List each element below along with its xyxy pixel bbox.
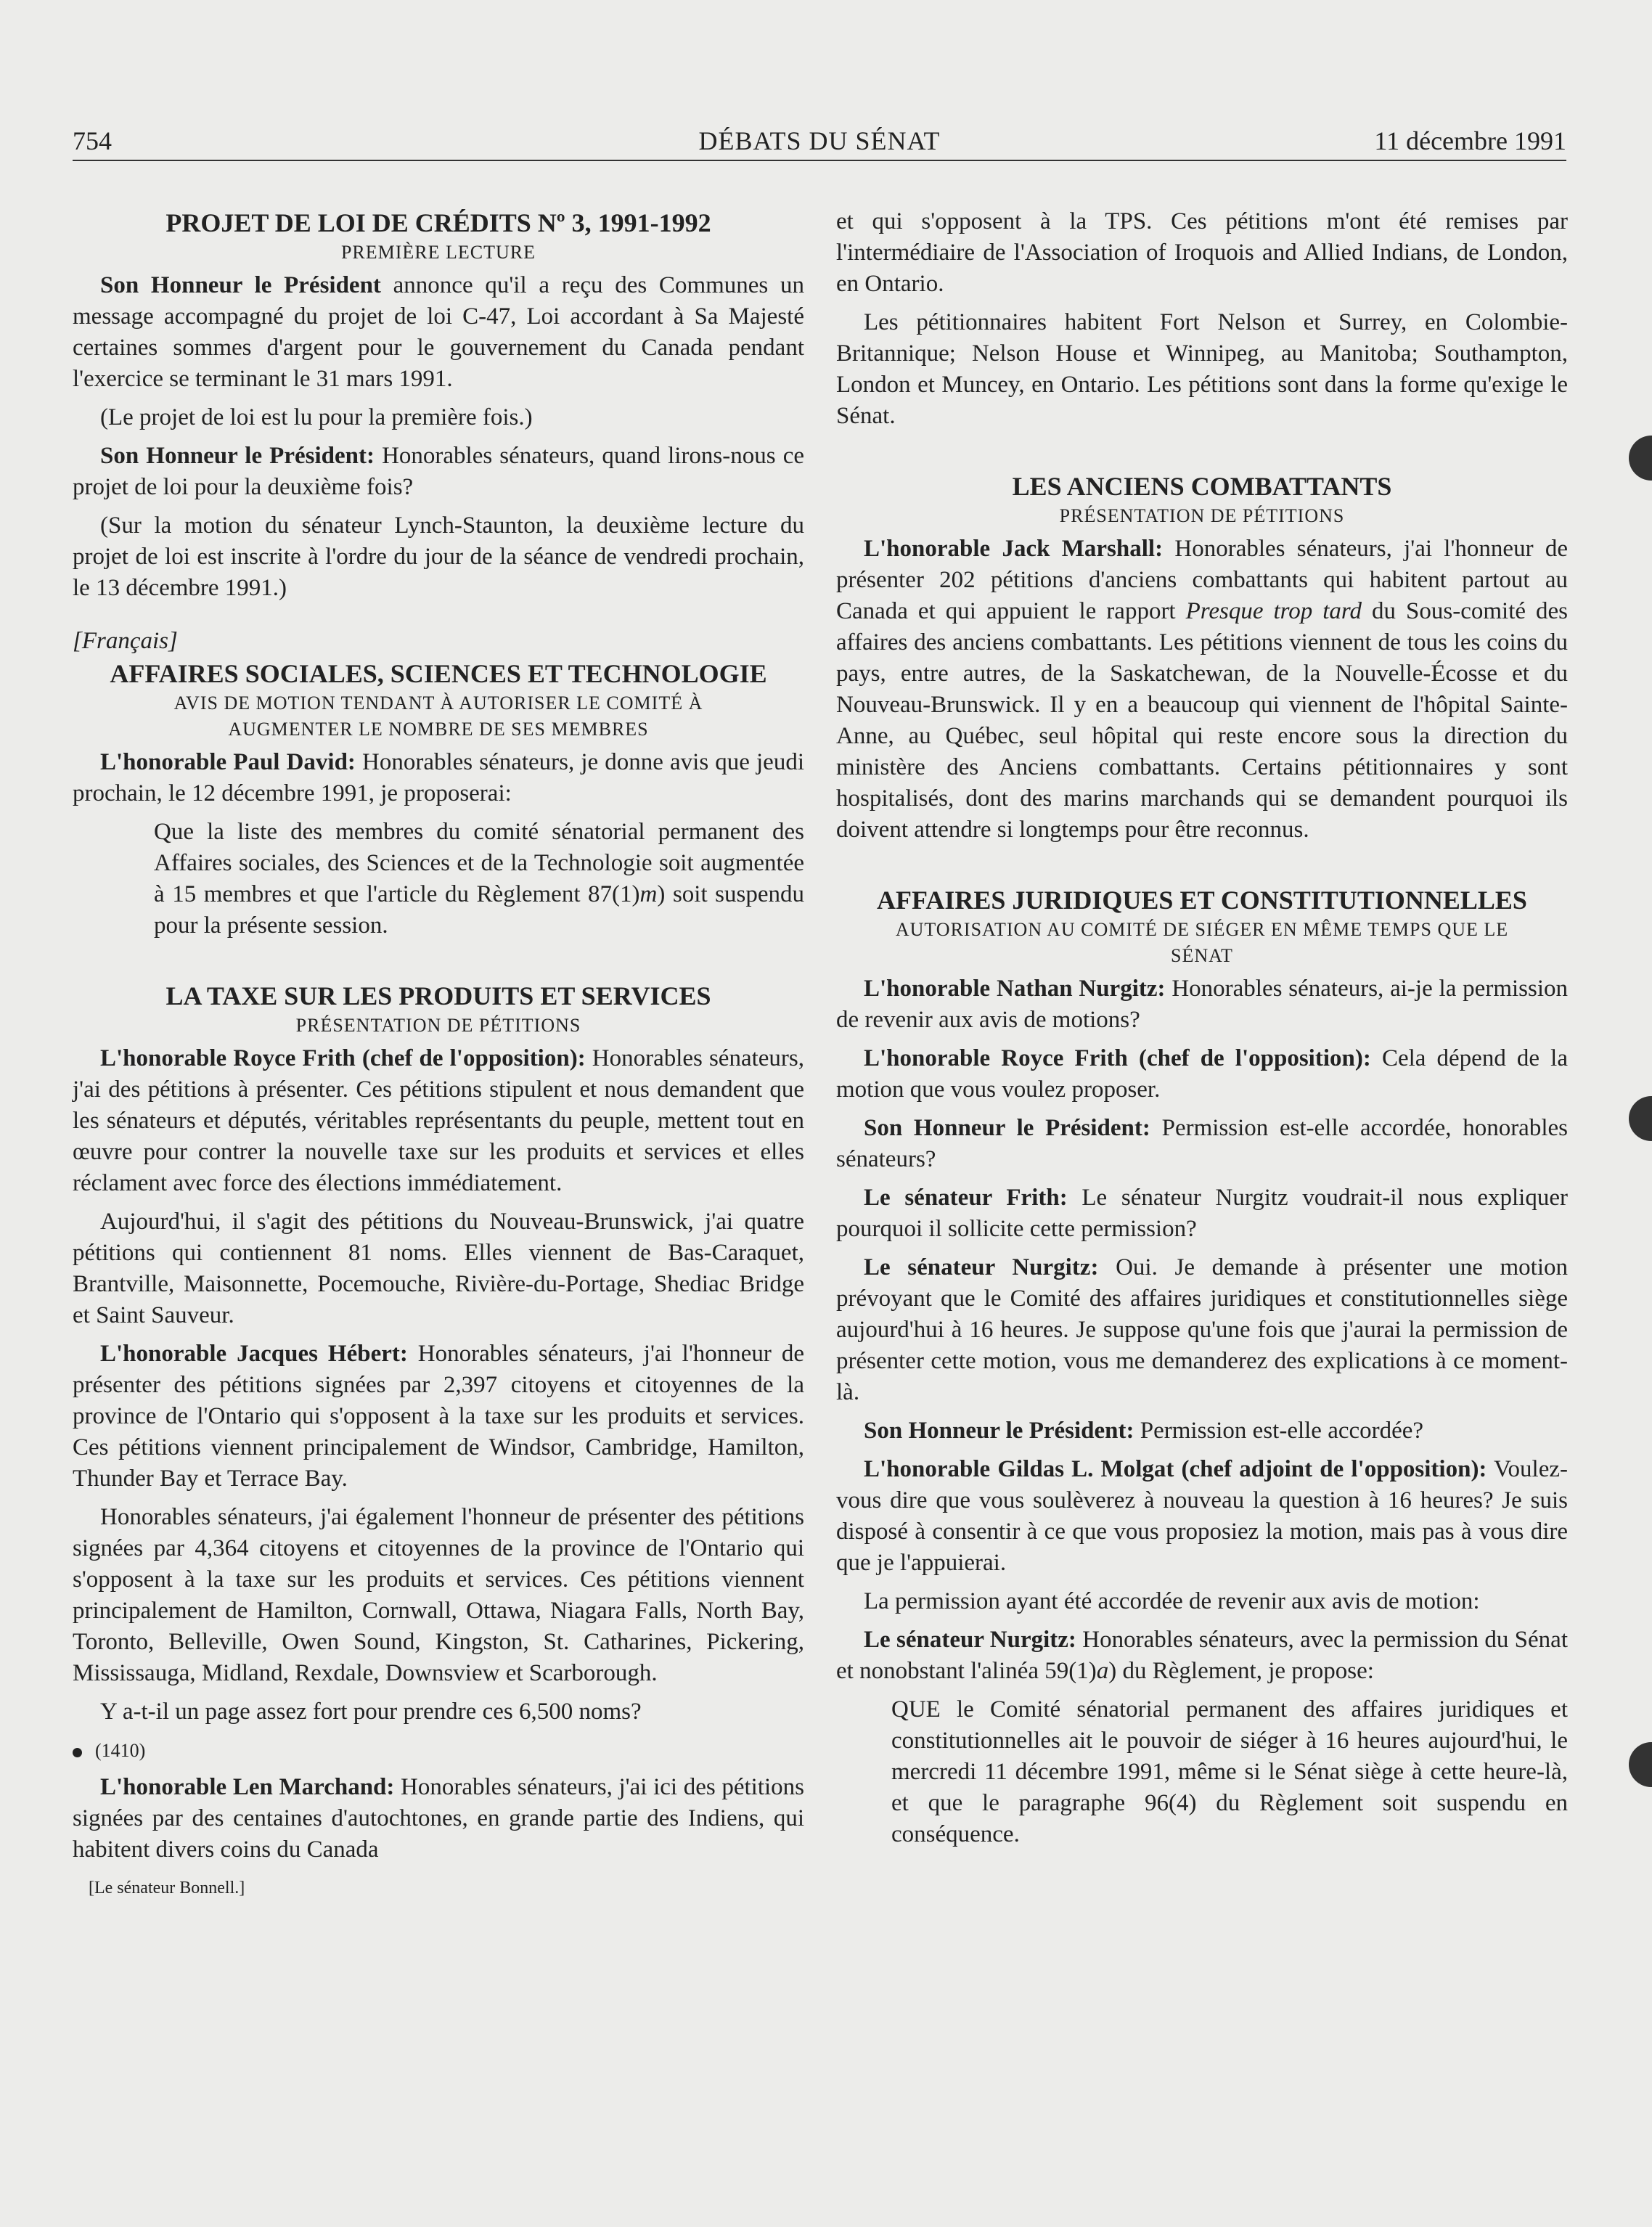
section-subtitle: AVIS DE MOTION TENDANT À AUTORISER LE COMITÉ À (173, 692, 703, 714)
language-marker: [Français] (73, 628, 178, 654)
paragraph: Son Honneur le Président: Permission est-elle accordée, honorables sénateurs? (836, 1115, 1568, 1172)
time-marker: (1410) (73, 1735, 804, 1766)
speech-text: Honorables sénateurs, j'ai des pétitions à présenter. Ces pétitions stipulent et nous demandent que les sénateurs et députés, véritables représentants du peuple, mettent tout en œuvre pour contrer la nouvelle taxe sur les produits et services et elles réclament avec force des élections immédiatement. (73, 1045, 804, 1196)
speaker-name: L'honorable Len Marchand: (100, 1774, 395, 1800)
section-title-anciens-combattants: LES ANCIENS COMBATTANTS (1012, 472, 1392, 501)
paragraph: L'honorable Gildas L. Molgat (chef adjoint de l'opposition): Voulez-vous dire que vous soulèverez à nouveau la question à 16 heures? Je suis disposé à consentir à ce que vous proposiez la motion, mais pas à vous dire que je l'appuierai. (836, 1456, 1568, 1576)
speaker-name: Le sénateur Nurgitz: (864, 1254, 1099, 1280)
paragraph: L'honorable Jack Marshall: Honorables sénateurs, j'ai l'honneur de présenter 202 pétitions d'anciens combattants qui habitent partout au Canada et qui appuient le rapport Presque trop tard du Sous-comité des affaires des anciens combattants. Les pétitions viennent de tous les coins du pays, entre autres, de la Saskatchewan, de la Nouvelle-Écosse et du Nouveau-Brunswick. Il y en a beaucoup qui viennent de l'hôpital Sainte-Anne, au Québec, seul hôpital qui reste encore sous la direction du ministère des Anciens combattants. Certains pétitionnaires y sont hospitalisés, dont des marins marchands qui se demandent pourquoi ils doivent attendre si longtemps pour être reconnus. (836, 536, 1568, 843)
paragraph: Les pétitionnaires habitent Fort Nelson et Surrey, en Colombie-Britannique; Nelson House et Winnipeg, au Manitoba; Southampton, London et Muncey, en Ontario. Les pétitions sont dans la forme qu'exige le Sénat. (836, 309, 1568, 429)
page-number: 754 (73, 126, 112, 155)
paragraph: (Le projet de loi est lu pour la première fois.) (100, 404, 533, 430)
paragraph: Son Honneur le Président: Permission est-elle accordée? (864, 1418, 1424, 1444)
paragraph: L'honorable Nathan Nurgitz: Honorables sénateurs, ai-je la permission de revenir aux avis de motions? (836, 976, 1569, 1033)
paragraph (73, 1043, 804, 1199)
speaker-name: Son Honneur le Président: (864, 1418, 1134, 1444)
speaker-name: Son Honneur le Président: (100, 443, 375, 469)
section-title-tps: LA TAXE SUR LES PRODUITS ET SERVICES (165, 981, 711, 1010)
section-subtitle: AUTORISATION AU COMITÉ DE SIÉGER EN MÊME TEMPS QUE LE (895, 919, 1509, 940)
paragraph: Le sénateur Nurgitz: Oui. Je demande à présenter une motion prévoyant que le Comité des affaires juridiques et constitutionnelles siège aujourd'hui à 16 heures. Je suppose qu'une fois que j'aurai la permission de présenter cette motion, vous me demanderez des explications à ce moment-là. (836, 1254, 1569, 1405)
speaker-name: L'honorable Paul David: (100, 749, 356, 775)
speaker-name: Son Honneur le Président: (864, 1115, 1150, 1141)
footnote: [Le sénateur Bonnell.] (89, 1879, 245, 1897)
paragraph (73, 441, 804, 503)
binder-hole-icon (1629, 436, 1652, 481)
paragraph: Le sénateur Frith: Le sénateur Nurgitz voudrait-il nous expliquer pourquoi il sollicite cette permission? (836, 1185, 1568, 1242)
section-subtitle: PRÉSENTATION DE PÉTITIONS (295, 1015, 581, 1036)
speech-text: Honorables sénateurs, j'ai ici des pétitions signées par des centaines d'autochtones, en grande partie des Indiens, qui habitent divers coins du Canada (73, 1774, 804, 1863)
paragraph: (Sur la motion du sénateur Lynch-Staunton, la deuxième lecture du projet de loi est inscrite à l'ordre du jour de la séance de vendredi prochain, le 13 décembre 1991.) (73, 512, 804, 601)
section-subtitle: SÉNAT (1171, 945, 1233, 966)
paragraph (73, 747, 804, 809)
speaker-name: Son Honneur le Président (100, 272, 381, 298)
running-title: DÉBATS DU SÉNAT (698, 126, 941, 155)
speaker-name: L'honorable Nathan Nurgitz: (864, 976, 1166, 1002)
paragraph: La permission ayant été accordée de revenir aux avis de motion: (864, 1588, 1480, 1614)
paragraph: et qui s'opposent à la TPS. Ces pétitions m'ont été remises par l'intermédiaire de l'Association of Iroquois and Allied Indians, de London, en Ontario. (836, 208, 1568, 297)
bullet-icon (73, 1748, 82, 1757)
paragraph (73, 1339, 804, 1495)
binder-hole-icon (1629, 1096, 1652, 1141)
speaker-name: L'honorable Royce Frith (chef de l'opposition): (100, 1045, 586, 1071)
section-title-affaires-sociales: AFFAIRES SOCIALES, SCIENCES ET TECHNOLOGIE (110, 659, 767, 688)
motion-quote: Que la liste des membres du comité sénatorial permanent des Affaires sociales, des Sciences et de la Technologie soit augmentée à 15 membres et que l'article du Règlement 87(1)m) soit suspendu pour la présente session. (154, 819, 805, 939)
motion-quote: QUE le Comité sénatorial permanent des affaires juridiques et constitutionnelles ait le pouvoir de siéger à 16 heures aujourd'hui, le mercredi 11 décembre 1991, même si le Sénat siège à cette heure-là, et que le paragraphe 96(4) du Règlement soit suspendu en conséquence. (891, 1696, 1568, 1847)
speaker-name: L'honorable Jacques Hébert: (100, 1341, 408, 1367)
speaker-name: L'honorable Royce Frith (chef de l'opposition): (864, 1045, 1371, 1071)
section-title-affaires-juridiques: AFFAIRES JURIDIQUES ET CONSTITUTIONNELLES (877, 886, 1527, 915)
section-subtitle: PRÉSENTATION DE PÉTITIONS (1059, 505, 1345, 526)
binder-hole-icon (1629, 1742, 1652, 1787)
section-title-credits: PROJET DE LOI DE CRÉDITS Nº 3, 1991-1992 (165, 208, 711, 237)
section-subtitle: PREMIÈRE LECTURE (340, 242, 536, 263)
speaker-name: Le sénateur Nurgitz: (864, 1627, 1076, 1653)
paragraph: Le sénateur Nurgitz: Honorables sénateurs, avec la permission du Sénat et nonobstant l'alinéa 59(1)a) du Règlement, je propose: (836, 1627, 1569, 1684)
paragraph: Y a-t-il un page assez fort pour prendre ces 6,500 noms? (100, 1699, 642, 1725)
speaker-name: Le sénateur Frith: (864, 1185, 1068, 1211)
speech-text: Honorables sénateurs, quand lirons-nous ce projet de loi pour la deuxième fois? (73, 443, 804, 500)
speaker-name: L'honorable Jack Marshall: (864, 536, 1164, 562)
speech-text: annonce qu'il a reçu des Communes un message accompagné du projet de loi C-47, Loi accordant à Sa Majesté certaines sommes d'argent pour le gouvernement du Canada pendant l'exercice se terminant le 31 mars 1991. (73, 272, 804, 392)
speech-text: Honorables sénateurs, je donne avis que jeudi prochain, le 12 décembre 1991, je proposerai: (73, 749, 804, 806)
header-date: 11 décembre 1991 (1374, 126, 1566, 155)
paragraph: Honorables sénateurs, j'ai également l'honneur de présenter des pétitions signées par 4,364 citoyens et citoyennes de la province de l'Ontario qui s'opposent à la taxe sur les produits et services. Ces pétitions viennent principalement de Hamilton, Cornwall, Ottawa, Niagara Falls, North Bay, Toronto, Belleville, Owen Sound, Kingston, St. Catharines, Pickering, Mississauga, Midland, Rexdale, Downsview et Scarborough. (73, 1504, 804, 1686)
speaker-name: L'honorable Gildas L. Molgat (chef adjoint de l'opposition): (864, 1456, 1487, 1482)
speech-text: Honorables sénateurs, j'ai l'honneur de présenter des pétitions signées par 2,397 citoyens et citoyennes de la province de l'Ontario qui s'opposent à la taxe sur les produits et services. Ces pétitions viennent principalement de Windsor, Cambridge, Hamilton, Thunder Bay et Terrace Bay. (73, 1341, 804, 1492)
section-subtitle: AUGMENTER LE NOMBRE DE SES MEMBRES (228, 719, 649, 740)
paragraph: Aujourd'hui, il s'agit des pétitions du Nouveau-Brunswick, j'ai quatre pétitions qui contiennent 81 noms. Elles viennent de Bas-Caraquet, Brantville, Maisonnette, Pocemouche, Rivière-du-Portage, Shediac Bridge et Saint Sauveur. (73, 1209, 804, 1328)
left-column (73, 206, 804, 1904)
page-header (73, 122, 1566, 161)
paragraph (73, 1772, 804, 1866)
right-column (836, 206, 1568, 1858)
paragraph: L'honorable Royce Frith (chef de l'opposition): Cela dépend de la motion que vous voulez proposer. (836, 1045, 1568, 1103)
paragraph (73, 270, 804, 395)
